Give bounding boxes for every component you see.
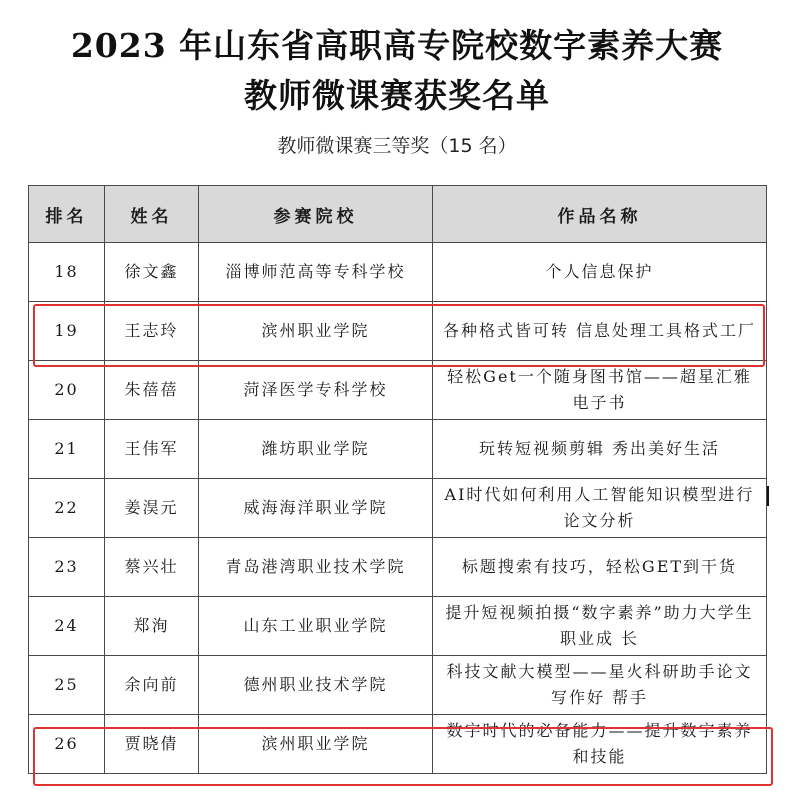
table-header-row (29, 186, 767, 243)
cursor-mark (767, 486, 769, 506)
school-cell: 山东工业职业学院 (199, 597, 433, 656)
work-cell: 玩转短视频剪辑 秀出美好生活 (433, 420, 767, 479)
award-category-subtitle: 教师微课赛三等奖（15 名） (277, 135, 517, 157)
table-row (29, 361, 767, 420)
school-cell: 滨州职业学院 (199, 302, 433, 361)
work-cell: 数字时代的必备能力——提升数字素养和技能 (433, 715, 767, 774)
rank-cell: 26 (29, 715, 105, 774)
school-cell: 德州职业技术学院 (199, 656, 433, 715)
work-cell: 科技文献大模型——星火科研助手论文写作好 帮手 (433, 656, 767, 715)
rank-cell: 19 (29, 302, 105, 361)
table-row (29, 479, 767, 538)
column-header-school: 参赛院校 (199, 186, 433, 243)
rank-cell: 25 (29, 656, 105, 715)
table-row (29, 597, 767, 656)
table-row (29, 420, 767, 479)
school-cell: 青岛港湾职业技术学院 (199, 538, 433, 597)
column-header-name: 姓名 (105, 186, 199, 243)
rank-cell: 18 (29, 243, 105, 302)
name-cell: 贾晓倩 (105, 715, 199, 774)
table-row (29, 538, 767, 597)
rank-cell: 24 (29, 597, 105, 656)
work-cell: 轻松Get一个随身图书馆——超星汇雅电子书 (433, 361, 767, 420)
column-header-rank: 排名 (29, 186, 105, 243)
table-row (29, 656, 767, 715)
name-cell: 蔡兴壮 (105, 538, 199, 597)
work-cell: AI时代如何利用人工智能知识模型进行论文分析 (433, 479, 767, 538)
rank-cell: 23 (29, 538, 105, 597)
work-cell: 个人信息保护 (433, 243, 767, 302)
column-header-work: 作品名称 (433, 186, 767, 243)
work-cell: 提升短视频拍摄“数字素养”助力大学生职业成 长 (433, 597, 767, 656)
rank-cell: 21 (29, 420, 105, 479)
award-table (28, 185, 767, 774)
name-cell: 朱蓓蓓 (105, 361, 199, 420)
document-title-line1: 2023 年山东省高职高专院校数字素养大赛 (70, 26, 724, 65)
school-cell: 威海海洋职业学院 (199, 479, 433, 538)
highlight-box-row-26 (33, 727, 773, 786)
school-cell: 滨州职业学院 (199, 715, 433, 774)
name-cell: 王志玲 (105, 302, 199, 361)
school-cell: 菏泽医学专科学校 (199, 361, 433, 420)
rank-cell: 20 (29, 361, 105, 420)
document-title-line2: 教师微课赛获奖名单 (244, 76, 550, 115)
name-cell: 余向前 (105, 656, 199, 715)
work-cell: 标题搜索有技巧，轻松GET到干货 (433, 538, 767, 597)
name-cell: 徐文鑫 (105, 243, 199, 302)
name-cell: 王伟军 (105, 420, 199, 479)
highlight-box-row-19 (33, 304, 765, 367)
work-cell: 各种格式皆可转 信息处理工具格式工厂 (433, 302, 767, 361)
school-cell: 潍坊职业学院 (199, 420, 433, 479)
name-cell: 姜淏元 (105, 479, 199, 538)
name-cell: 郑洵 (105, 597, 199, 656)
school-cell: 淄博师范高等专科学校 (199, 243, 433, 302)
table-row (29, 243, 767, 302)
rank-cell: 22 (29, 479, 105, 538)
